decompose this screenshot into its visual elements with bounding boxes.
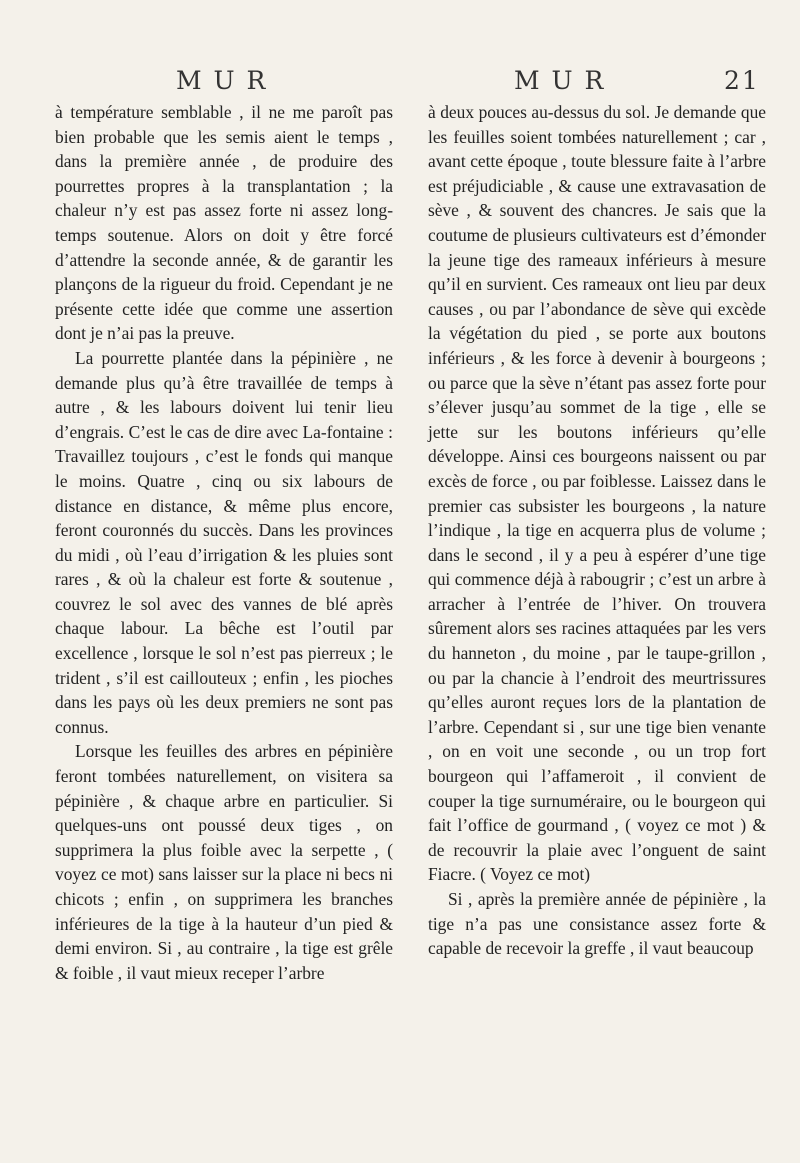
left-column [55,100,393,985]
paragraph: Lorsque les feuilles des arbres en pépinière feront tombées naturellement, on visitera sa pépinière , & chaque arbre en particulier. Si quelques-uns ont poussé deux tiges , on supprimera la plus foible avec la serpette , ( voyez ce mot) sans laisser sur la place ni becs ni chicots ; enfin , on supprimera les branches inférieures de la tige à la hauteur d’un pied & demi environ. Si , au contraire , la tige est grêle & foible , il vaut mieux receper l’arbre [55,741,393,983]
header-title-right: M U R [514,66,606,95]
paragraph: Si , après la première année de pépinière , la tige n’a pas une consistance assez forte & capable de recevoir la greffe , il vaut beaucoup [428,889,766,959]
page-number: 21 [724,66,760,95]
paragraph: La pourrette plantée dans la pépinière , ne demande plus qu’à être travaillée de temps à autre , & les labours doivent lui tenir lieu d’engrais. C’est le cas de dire avec La-fontaine : Travaillez toujours , c’est le fonds qui manque le moins. Quatre , cinq ou six labours de distance en distance, & même plus encore, feront couronnés du succès. Dans les provinces du midi , où l’eau d’irrigation & les pluies sont rares , & où la chaleur est forte & soutenue , couvrez le sol avec des vannes de blé après chaque labour. La bêche est l’outil par excellence , lorsque le sol n’est pas pierreux ; le trident , s’il est caillouteux ; enfin , les pioches dans les pays où les deux premiers ne sont pas connus. [55,347,393,737]
header-title-left: M U R [176,66,268,95]
paragraph: à deux pouces au-dessus du sol. Je demande que les feuilles soient tombées naturellement ; car , avant cette époque , toute blessure faite à l’arbre est préjudiciable , & cause une extravasation de sève , & souvent des chancres. Je sais que la coutume de plusieurs cultivateurs est d’émonder la jeune tige des rameaux inférieurs à mesure qu’il en survient. Ces rameaux ont lieu par deux causes , ou par l’abondance de sève qui excède la végétation du pied , se porte aux boutons inférieurs , & les force à devenir à bourgeons ; ou parce que la sève n’étant pas assez forte pour s’élever jusqu’au sommet de la tige , elle se jette sur les boutons inférieurs qu’elle développe. Ainsi ces bourgeons naissent ou par excès de force , ou par foiblesse. Laissez dans le premier cas subsister les bourgeons , la nature l’indique , la tige en acquerra plus de volume ; dans le second , il y a peu à espérer d’une tige qui commence déjà à rabougrir ; c’est un arbre à arracher à l’entrée de l’hiver. On trouvera sûrement alors ses racines attaquées par les vers du hanneton , du moine , par le taupe-grillon , ou par la chancie à l’endroit des meurtrissures qu’elles auront reçues lors de la plantation de l’arbre. Cependant si , sur une tige bien venante , on en voit une seconde , ou un trop fort bourgeon qui l’affameroit , il convient de couper la tige surnuméraire, ou le bourgeon qui fait l’office de gourmand , ( voyez ce mot ) & de recouvrir la plaie avec l’onguent de saint Fiacre. ( Voyez ce mot) [428,102,766,885]
right-column [428,100,766,961]
paragraph: à température semblable , il ne me paroît pas bien probable que les semis aient le temps , dans la première année , de produire des pourrettes propres à la transplantation ; la chaleur n’y est pas assez forte ni assez long-temps soutenue. Alors on doit y être forcé d’attendre la seconde année, & de garantir les plançons de la rigueur du froid. Cependant je ne présente cette idée que comme une assertion dont je n’ai pas la preuve. [55,102,393,344]
